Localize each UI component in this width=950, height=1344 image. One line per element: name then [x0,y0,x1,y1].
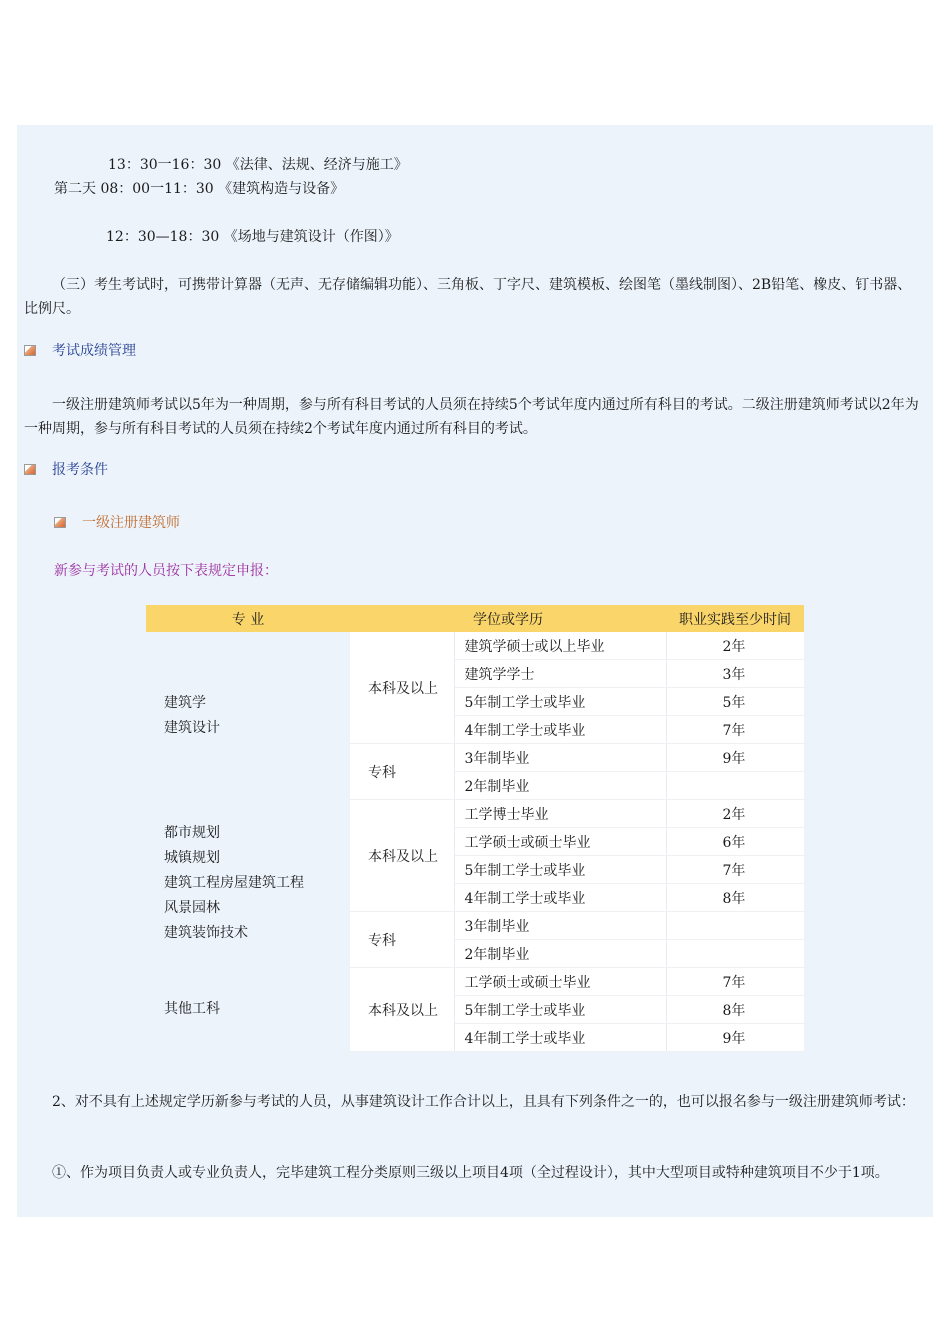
level-cell: 专科 [350,744,454,800]
degree-cell: 工学博士毕业 [454,800,666,828]
header-major: 专 业 [146,605,350,632]
degree-cell: 建筑学学士 [454,660,666,688]
degree-cell: 2年制毕业 [454,940,666,968]
bullet-image-icon [24,345,36,356]
degree-cell: 建筑学硕士或以上毕业 [454,632,666,660]
years-cell: 5年 [666,688,804,716]
level-cell: 本科及以上 [350,968,454,1052]
years-cell: 7年 [666,716,804,744]
degree-cell: 4年制工学士或毕业 [454,884,666,912]
schedule-line-2: 第二天 08：00一11：30 《建筑构造与设备》 [54,181,345,197]
degree-cell: 5年制工学士或毕业 [454,996,666,1024]
table-row [146,800,804,828]
years-cell [666,772,804,800]
schedule-line-3: 12：30—18：30 《场地与建筑设计（作图）》 [106,229,399,245]
years-cell: 9年 [666,744,804,772]
header-degree: 学位或学历 [350,605,666,632]
major-cell: 其他工科 [146,968,350,1052]
intro-new-candidates: 新参与考试的人员按下表规定申报： [54,563,278,579]
bullet-image-icon [54,517,66,528]
score-paragraph: 一级注册建筑师考试以5年为一种周期，参与所有科目考试的人员须在持续5个考试年度内通过所有科目的考试。二级注册建筑师考试以2年为一种周期，参与所有科目考试的人员须在持续2个考试年度内通过所有科目的考试。 [24,397,919,437]
table-row [146,968,804,996]
heading-score [24,339,136,363]
years-cell [666,940,804,968]
table-header-row [146,605,804,632]
years-cell: 8年 [666,996,804,1024]
years-cell: 6年 [666,828,804,856]
degree-cell: 5年制工学士或毕业 [454,688,666,716]
item2-1-paragraph: ①、作为项目负责人或专业负责人，完毕建筑工程分类原则三级以上项目4项（全过程设计），其中大型项目或特种建筑项目不少于1项。 [52,1165,889,1181]
major-cell: 都市规划 城镇规划 建筑工程房屋建筑工程 风景园林 建筑装饰技术 [146,800,350,968]
level-cell: 本科及以上 [350,800,454,912]
degree-cell: 2年制毕业 [454,772,666,800]
table-row [146,632,804,660]
level-cell: 专科 [350,912,454,968]
tools-paragraph: （三）考生考试时，可携带计算器（无声、无存储编辑功能）、三角板、丁字尺、建筑模板、绘图笔（墨线制图）、2B铅笔、橡皮、钉书器、比例尺。 [24,277,912,317]
years-cell: 2年 [666,632,804,660]
years-cell: 9年 [666,1024,804,1052]
years-cell [666,912,804,940]
degree-cell: 3年制毕业 [454,912,666,940]
years-cell: 7年 [666,856,804,884]
level-cell: 本科及以上 [350,632,454,744]
years-cell: 3年 [666,660,804,688]
heading-score-text: 考试成绩管理 [52,343,136,359]
degree-cell: 5年制工学士或毕业 [454,856,666,884]
heading-level1-text: 一级注册建筑师 [82,515,180,531]
degree-cell: 4年制工学士或毕业 [454,716,666,744]
heading-conditions-text: 报考条件 [52,462,108,478]
years-cell: 7年 [666,968,804,996]
heading-conditions [24,458,108,482]
item2-paragraph: 2、对不具有上述规定学历新参与考试的人员，从事建筑设计工作合计以上，且具有下列条件之一的，也可以报名参与一级注册建筑师考试： [52,1094,915,1110]
degree-cell: 工学硕士或硕士毕业 [454,828,666,856]
header-years: 职业实践至少时间 [666,605,804,632]
requirements-table [146,605,804,1052]
bullet-image-icon [24,464,36,475]
schedule-line-1: 13：30一16：30 《法律、法规、经济与施工》 [108,157,408,173]
years-cell: 2年 [666,800,804,828]
heading-level1 [54,511,180,535]
degree-cell: 4年制工学士或毕业 [454,1024,666,1052]
degree-cell: 3年制毕业 [454,744,666,772]
years-cell: 8年 [666,884,804,912]
major-cell: 建筑学 建筑设计 [146,632,350,800]
degree-cell: 工学硕士或硕士毕业 [454,968,666,996]
